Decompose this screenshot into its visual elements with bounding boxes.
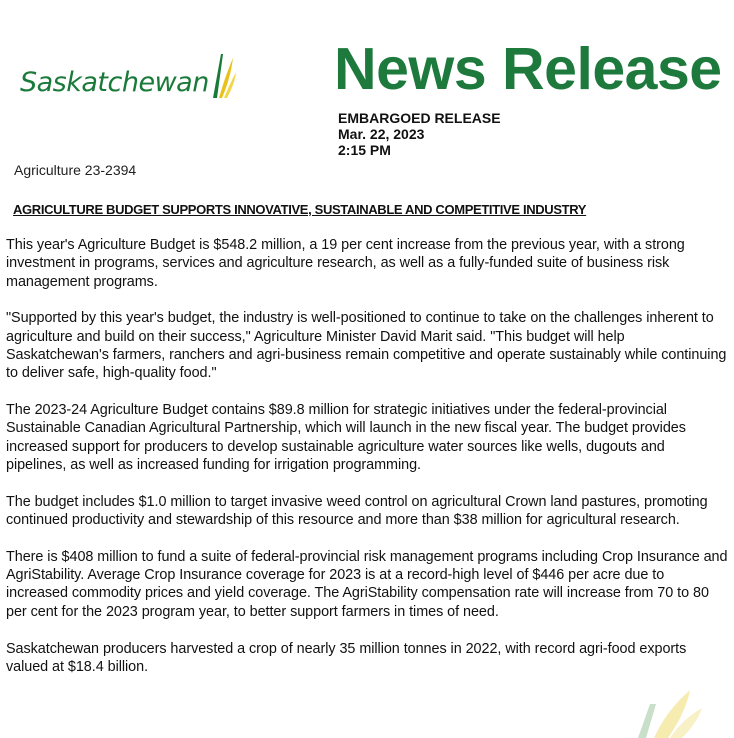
page-title: News Release xyxy=(334,36,722,102)
paragraph: Saskatchewan producers harvested a crop of nearly 35 million tonnes in 2022, with record agri-food exports valued at $18.4 billion. xyxy=(6,640,687,675)
saskatchewan-logo xyxy=(20,50,237,96)
logo-wordmark: Saskatchewan xyxy=(20,67,209,98)
embargo-block xyxy=(338,110,501,158)
wheat-sheaf-icon xyxy=(211,50,237,100)
headline: AGRICULTURE BUDGET SUPPORTS INNOVATIVE, SUSTAINABLE AND COMPETITIVE INDUSTRY xyxy=(13,202,587,217)
paragraph: The 2023-24 Agriculture Budget contains $89.8 million for strategic initiatives under the federal-provincial Sustainable Canadian Agricultural Partnership, which will launch in the new fiscal year. The budget provides increased support for producers to develop sustainable agriculture water sources like wells, dugouts and pipelines, as well as increased funding for irrigation programming. xyxy=(6,402,686,473)
release-id: Agriculture 23-2394 xyxy=(14,162,137,178)
paragraph: The budget includes $1.0 million to target invasive weed control on agricultural Crown land pastures, promoting continued productivity and stewardship of this resource and more than $38 million for agricultural research. xyxy=(6,493,708,529)
article-body xyxy=(6,236,728,695)
embargo-label: EMBARGOED RELEASE xyxy=(338,110,501,126)
release-time: 2:15 PM xyxy=(338,142,391,158)
paragraph: This year's Agriculture Budget is $548.2 million, a 19 per cent increase from the previous year, with a strong investment in programs, services and agriculture research, as well as a fully-funded suite of business risk management programs. xyxy=(6,237,685,290)
wheat-watermark-icon xyxy=(630,690,710,738)
paragraph: There is $408 million to fund a suite of federal-provincial risk management programs including Crop Insurance and AgriStability. Average Crop Insurance coverage for 2023 is at a record-high level of $446 per acre due to increased commodity prices and yield coverage. The AgriStability compensation rate will increase from 70 to 80 per cent for the 2023 program year, to better support farmers in times of need. xyxy=(6,548,728,620)
paragraph: "Supported by this year's budget, the industry is well-positioned to continue to take on the challenges inherent to agriculture and build on their success," Agriculture Minister David Marit said. "This budget will help Saskatchewan's farmers, ranchers and agri-business remain competitive and operate sustainably while continuing to deliver safe, high-quality food." xyxy=(6,310,727,382)
release-date: Mar. 22, 2023 xyxy=(338,126,425,142)
